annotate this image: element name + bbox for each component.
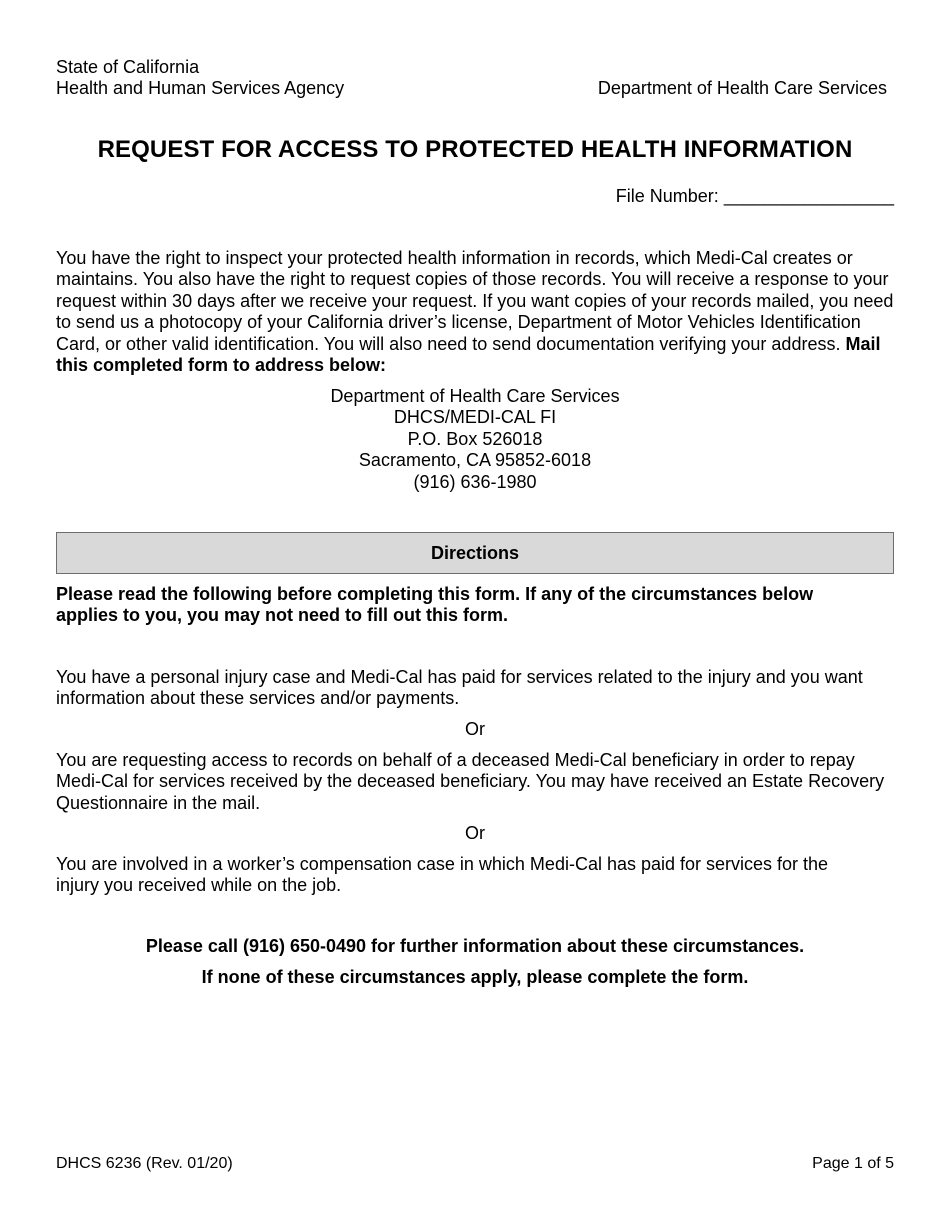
or-separator-1: Or <box>465 719 485 739</box>
agency-name: Health and Human Services Agency <box>56 78 345 98</box>
page-title: REQUEST FOR ACCESS TO PROTECTED HEALTH INFORMATION <box>97 136 853 163</box>
address-phone: (916) 636-1980 <box>413 471 537 492</box>
or-separator-2: Or <box>465 823 485 843</box>
circumstance-1: You have a personal injury case and Medi-Cal has paid for services related to the injury and you want information about these services and/or payments. <box>56 667 863 709</box>
address-line-1: Department of Health Care Services <box>330 386 620 406</box>
call-info: Please call (916) 650-0490 for further information about these circumstances. <box>145 936 805 956</box>
address-line-4: Sacramento, CA 95852-6018 <box>358 450 592 471</box>
directions-heading: Directions <box>56 532 894 574</box>
directions-warning: Please read the following before completing this form. If any of the circumstances below applies to you, you may not need to fill out this form. <box>56 584 814 626</box>
mail-instruction: Mail this completed form to address below: <box>56 333 881 376</box>
complete-info: If none of these circumstances apply, please complete the form. <box>201 967 749 987</box>
header-left <box>56 57 344 99</box>
address-line-2: DHCS/MEDI-CAL FI <box>393 407 557 428</box>
file-number-field <box>616 186 894 207</box>
intro-text: You have the right to inspect your protected health information in records, which Medi-Cal creates or maintains. You also have the right to request copies of those records. You will receive a response to your request within 30 days after we receive your request. If you want copies of your records mailed, you need to send us a photocopy of your California driver’s license, Department of Motor Vehicles Identification Card, or other valid identification. You will also need to send documentation verifying your address. <box>56 248 894 354</box>
file-number-label: File Number: <box>615 186 719 206</box>
address-line-3: P.O. Box 526018 <box>407 428 543 449</box>
file-number-blank: _________________ <box>723 186 894 206</box>
page-number: Page 1 of 5 <box>812 1155 894 1172</box>
form-id: DHCS 6236 (Rev. 01/20) <box>56 1155 233 1172</box>
circumstance-3: You are involved in a worker’s compensation case in which Medi-Cal has paid for services for the injury you received while on the job. <box>56 854 829 896</box>
state-name: State of California <box>56 57 200 77</box>
intro-paragraph <box>56 248 896 376</box>
circumstance-2: You are requesting access to records on behalf of a deceased Medi-Cal beneficiary in order to repay Medi-Cal for services received by the deceased beneficiary. You may have received an Estate Recovery Questionnaire in the mail. <box>56 750 885 813</box>
department-name: Department of Health Care Services <box>597 78 887 98</box>
mailing-address <box>56 386 894 493</box>
